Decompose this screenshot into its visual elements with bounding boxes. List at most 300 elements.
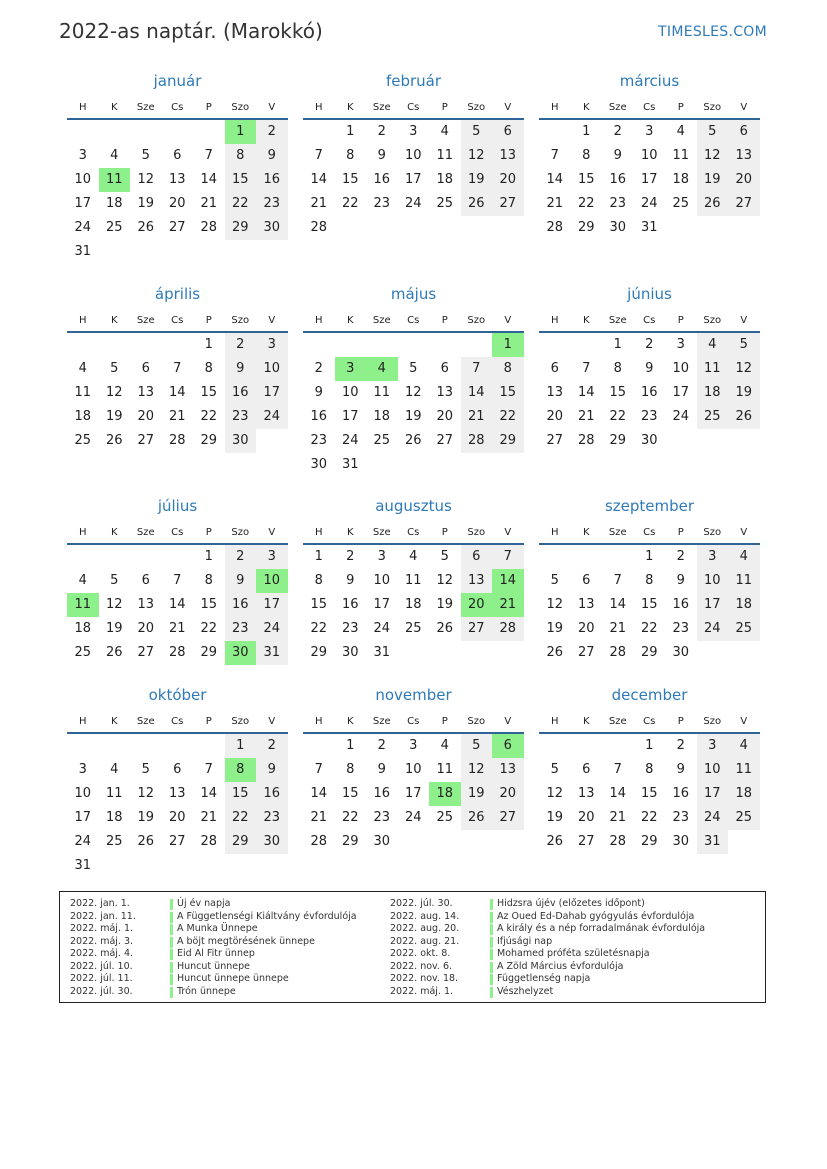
day-cell: 22 [231,196,249,211]
day-cell: 26 [137,834,155,849]
day-cell: 29 [609,433,627,448]
day-cell: 9 [676,762,685,777]
weekday-label: V [504,315,512,326]
weekday-label: Sze [608,716,627,727]
day-cell: 30 [373,834,391,849]
weekday-header [539,712,760,734]
day-cell: 17 [74,196,92,211]
day-cell: 19 [703,172,721,187]
day-cell: 12 [735,361,753,376]
day-cell: 30 [263,834,281,849]
day-cell: 23 [310,433,328,448]
day-cell: 19 [546,621,564,636]
day-cell: 12 [467,148,485,163]
day-cell: 12 [546,786,564,801]
holiday-date: 2022. aug. 14. [390,910,460,922]
day-cell: 28 [200,220,218,235]
day-cell: 21 [168,409,186,424]
day-cell: 31 [373,645,391,660]
day-cell: 5 [708,124,717,139]
day-cell: 2 [645,337,654,352]
day-cell: 20 [577,621,595,636]
weekday-label: P [441,102,448,113]
day-cell: 25 [74,645,92,660]
holiday-date: 2022. júl. 10. [70,960,133,972]
day-cell: 17 [703,597,721,612]
day-cell: 28 [546,220,564,235]
day-cell: 4 [676,124,685,139]
holiday-marker [490,937,493,948]
holiday-day-cell: 20 [461,593,493,617]
holiday-marker [170,962,173,973]
day-cell: 17 [263,385,281,400]
day-cell: 16 [231,597,249,612]
holiday-date: 2022. okt. 8. [390,948,451,959]
day-cell: 17 [263,597,281,612]
day-cell: 7 [173,361,182,376]
holiday-date: 2022. nov. 18. [390,973,459,984]
holiday-date: 2022. júl. 30. [70,985,133,997]
day-cell: 22 [200,409,218,424]
holiday-marker [490,987,493,998]
weekday-label: Cs [643,315,656,326]
day-cell: 26 [137,220,155,235]
day-cell: 1 [645,738,654,753]
day-cell: 6 [440,361,449,376]
day-cell: 3 [676,337,685,352]
day-cell: 25 [436,810,454,825]
day-cell: 15 [231,786,249,801]
weekday-label: Sze [372,315,391,326]
day-cell: 12 [546,597,564,612]
weekday-label: Szo [231,102,250,113]
holiday-name: A Zöld Március évfordulója [497,960,624,972]
day-cell: 30 [310,457,328,472]
weekday-label: K [582,315,590,326]
holiday-day-cell: 11 [67,593,99,617]
day-cell: 27 [577,645,595,660]
day-cell: 28 [467,433,485,448]
day-cell: 9 [346,573,355,588]
holiday-marker [490,949,493,960]
weekday-header [67,712,288,734]
month-name: november [375,686,452,704]
day-cell: 5 [550,762,559,777]
day-cell: 17 [74,810,92,825]
day-cell: 4 [739,549,748,564]
day-cell: 19 [105,621,123,636]
weekday-label: Cs [407,315,420,326]
day-cell: 25 [735,621,753,636]
day-cell: 26 [467,196,485,211]
holiday-day-cell: 18 [429,782,461,806]
day-cell: 24 [263,621,281,636]
day-cell: 7 [314,762,323,777]
weekday-label: V [268,527,276,538]
day-cell: 24 [404,196,422,211]
day-cell: 5 [550,573,559,588]
day-cell: 26 [105,645,123,660]
day-cell: 15 [341,172,359,187]
day-cell: 10 [640,148,658,163]
day-cell: 5 [472,124,481,139]
day-cell: 3 [267,337,276,352]
weekday-label: K [346,527,354,538]
weekday-label: Szo [467,527,486,538]
holiday-day-cell: 10 [256,569,288,593]
holiday-marker [490,974,493,985]
weekday-label: K [346,102,354,113]
day-cell: 10 [74,786,92,801]
day-cell: 7 [204,762,213,777]
weekday-header [67,523,288,545]
day-cell: 29 [200,645,218,660]
day-cell: 11 [436,148,454,163]
day-cell: 9 [613,148,622,163]
month-name: február [385,72,442,90]
day-cell: 13 [436,385,454,400]
day-cell: 6 [582,573,591,588]
day-cell: 12 [703,148,721,163]
day-cell: 20 [735,172,753,187]
day-cell: 16 [640,385,658,400]
weekday-label: Szo [231,716,250,727]
day-cell: 9 [377,762,386,777]
holiday-name: Az Oued Ed-Dahab gyógyulás évfordulója [497,910,695,922]
weekday-header [303,98,524,120]
day-cell: 31 [263,645,281,660]
day-cell: 15 [640,786,658,801]
weekday-label: V [740,315,748,326]
day-cell: 18 [74,409,92,424]
day-cell: 1 [236,738,245,753]
day-cell: 16 [310,409,328,424]
day-cell: 26 [703,196,721,211]
day-cell: 30 [609,220,627,235]
day-cell: 27 [168,834,186,849]
holiday-legend [59,891,766,1003]
day-cell: 11 [74,385,92,400]
day-cell: 21 [310,196,328,211]
weekday-label: Sze [136,527,155,538]
day-cell: 28 [609,645,627,660]
weekday-header [67,311,288,333]
holiday-date: 2022. máj. 4. [70,948,134,959]
weekday-label: Sze [372,527,391,538]
day-cell: 8 [204,361,213,376]
holiday-day-cell: 8 [225,758,257,782]
day-cell: 26 [404,433,422,448]
day-cell: 18 [105,810,123,825]
day-cell: 25 [404,621,422,636]
weekday-label: Sze [608,315,627,326]
weekday-label: P [205,716,212,727]
day-cell: 31 [74,858,92,873]
day-cell: 7 [204,148,213,163]
day-cell: 23 [231,409,249,424]
day-cell: 8 [204,573,213,588]
holiday-marker [170,899,173,910]
day-cell: 9 [267,762,276,777]
month-name: október [148,686,207,704]
day-cell: 22 [341,810,359,825]
day-cell: 1 [346,738,355,753]
weekday-label: K [582,716,590,727]
weekday-label: V [740,716,748,727]
day-cell: 28 [499,621,517,636]
weekday-header [303,712,524,734]
weekday-header [539,311,760,333]
day-cell: 13 [168,786,186,801]
day-cell: 21 [467,409,485,424]
day-cell: 9 [314,385,323,400]
day-cell: 22 [310,621,328,636]
day-cell: 16 [672,597,690,612]
day-cell: 25 [672,196,690,211]
day-cell: 29 [341,834,359,849]
weekday-label: Szo [231,315,250,326]
weekday-label: Sze [136,315,155,326]
day-cell: 11 [703,361,721,376]
day-cell: 11 [735,762,753,777]
day-cell: 17 [672,385,690,400]
day-cell: 29 [499,433,517,448]
holiday-date: 2022. máj. 1. [390,985,454,997]
day-cell: 17 [404,172,422,187]
holiday-name: Mohamed próféta születésnapja [497,948,650,959]
day-cell: 10 [404,148,422,163]
weekday-label: H [314,527,323,538]
day-cell: 13 [168,172,186,187]
day-cell: 3 [377,549,386,564]
day-cell: 2 [377,738,386,753]
day-cell: 2 [236,337,245,352]
day-cell: 9 [645,361,654,376]
weekday-label: P [441,315,448,326]
day-cell: 6 [141,361,150,376]
weekday-label: Cs [407,527,420,538]
day-cell: 23 [263,810,281,825]
day-cell: 1 [346,124,355,139]
day-cell: 25 [436,196,454,211]
day-cell: 9 [267,148,276,163]
day-cell: 7 [472,361,481,376]
day-cell: 2 [613,124,622,139]
holiday-name: Hidzsra újév (előzetes időpont) [497,898,645,909]
day-cell: 11 [735,573,753,588]
holiday-date: 2022. aug. 20. [390,923,460,934]
day-cell: 28 [577,433,595,448]
weekday-label: K [346,315,354,326]
day-cell: 11 [404,573,422,588]
day-cell: 13 [137,385,155,400]
weekday-label: V [504,716,512,727]
day-cell: 10 [341,385,359,400]
day-cell: 8 [314,573,323,588]
month-name: július [157,497,198,515]
holiday-name: A Munka Ünnepe [177,923,258,934]
day-cell: 7 [173,573,182,588]
day-cell: 11 [105,786,123,801]
day-cell: 26 [546,834,564,849]
day-cell: 6 [550,361,559,376]
month-name: augusztus [375,497,452,515]
weekday-label: Szo [703,716,722,727]
holiday-date: 2022. nov. 6. [390,960,453,972]
weekday-header [539,98,760,120]
weekday-label: P [677,102,684,113]
day-cell: 19 [436,597,454,612]
day-cell: 4 [739,738,748,753]
holiday-marker [170,912,173,923]
day-cell: 10 [74,172,92,187]
day-cell: 15 [341,786,359,801]
day-cell: 5 [472,738,481,753]
day-cell: 25 [703,409,721,424]
month-name: március [619,72,680,90]
day-cell: 3 [409,124,418,139]
day-cell: 18 [373,409,391,424]
month-name: szeptember [604,497,695,515]
holiday-name: Új év napja [177,898,231,909]
day-cell: 25 [105,220,123,235]
day-cell: 5 [409,361,418,376]
day-cell: 24 [373,621,391,636]
weekday-label: Cs [643,527,656,538]
holiday-date: 2022. máj. 1. [70,923,134,934]
weekday-label: Sze [608,102,627,113]
day-cell: 8 [613,361,622,376]
day-cell: 21 [577,409,595,424]
weekday-label: Szo [231,527,250,538]
holiday-day-cell: 21 [492,593,524,617]
day-cell: 26 [546,645,564,660]
day-cell: 4 [440,738,449,753]
holiday-marker [490,899,493,910]
day-cell: 18 [735,597,753,612]
brand-link[interactable]: TIMESLES.COM [658,24,767,40]
holiday-date: 2022. jan. 1. [70,898,130,909]
day-cell: 28 [168,645,186,660]
day-cell: 2 [267,738,276,753]
day-cell: 3 [267,549,276,564]
day-cell: 31 [703,834,721,849]
day-cell: 13 [467,573,485,588]
weekday-label: H [78,315,87,326]
weekday-label: Cs [643,102,656,113]
day-cell: 15 [609,385,627,400]
day-cell: 2 [236,549,245,564]
day-cell: 24 [263,409,281,424]
weekday-header [539,523,760,545]
day-cell: 18 [105,196,123,211]
day-cell: 15 [200,597,218,612]
day-cell: 11 [373,385,391,400]
holiday-marker [490,962,493,973]
weekday-header [303,311,524,333]
day-cell: 24 [703,810,721,825]
day-cell: 14 [168,385,186,400]
day-cell: 20 [499,786,517,801]
day-cell: 10 [404,762,422,777]
weekday-label: K [346,716,354,727]
day-cell: 24 [404,810,422,825]
day-cell: 30 [263,220,281,235]
weekday-label: P [205,315,212,326]
holiday-marker [170,987,173,998]
day-cell: 23 [672,810,690,825]
day-cell: 29 [231,834,249,849]
day-cell: 27 [137,645,155,660]
day-cell: 14 [467,385,485,400]
day-cell: 30 [231,433,249,448]
day-cell: 21 [168,621,186,636]
day-cell: 28 [609,834,627,849]
holiday-marker [490,912,493,923]
day-cell: 2 [346,549,355,564]
day-cell: 14 [200,786,218,801]
day-cell: 24 [341,433,359,448]
day-cell: 29 [310,645,328,660]
day-cell: 22 [640,621,658,636]
day-cell: 2 [676,738,685,753]
day-cell: 9 [377,148,386,163]
holiday-day-cell: 4 [366,357,398,381]
day-cell: 20 [168,196,186,211]
day-cell: 4 [440,124,449,139]
day-cell: 28 [200,834,218,849]
day-cell: 22 [640,810,658,825]
weekday-label: Cs [643,716,656,727]
holiday-date: 2022. aug. 21. [390,935,460,947]
weekday-label: Sze [372,716,391,727]
day-cell: 1 [204,337,213,352]
day-cell: 18 [404,597,422,612]
day-cell: 17 [640,172,658,187]
weekday-label: Cs [407,716,420,727]
day-cell: 12 [436,573,454,588]
day-cell: 27 [499,196,517,211]
day-cell: 2 [314,361,323,376]
day-cell: 7 [503,549,512,564]
day-cell: 24 [74,834,92,849]
weekday-label: P [441,527,448,538]
day-cell: 19 [404,409,422,424]
day-cell: 18 [735,786,753,801]
day-cell: 7 [314,148,323,163]
weekday-label: Szo [467,102,486,113]
weekday-label: Sze [372,102,391,113]
day-cell: 6 [173,762,182,777]
day-cell: 4 [110,148,119,163]
day-cell: 4 [708,337,717,352]
weekday-label: Szo [467,716,486,727]
weekday-label: K [110,716,118,727]
day-cell: 26 [105,433,123,448]
day-cell: 6 [503,124,512,139]
day-cell: 17 [373,597,391,612]
day-cell: 22 [577,196,595,211]
day-cell: 16 [231,385,249,400]
weekday-header [67,98,288,120]
day-cell: 18 [74,621,92,636]
day-cell: 20 [137,621,155,636]
day-cell: 18 [672,172,690,187]
day-cell: 19 [546,810,564,825]
day-cell: 14 [200,172,218,187]
day-cell: 16 [263,786,281,801]
day-cell: 14 [310,786,328,801]
